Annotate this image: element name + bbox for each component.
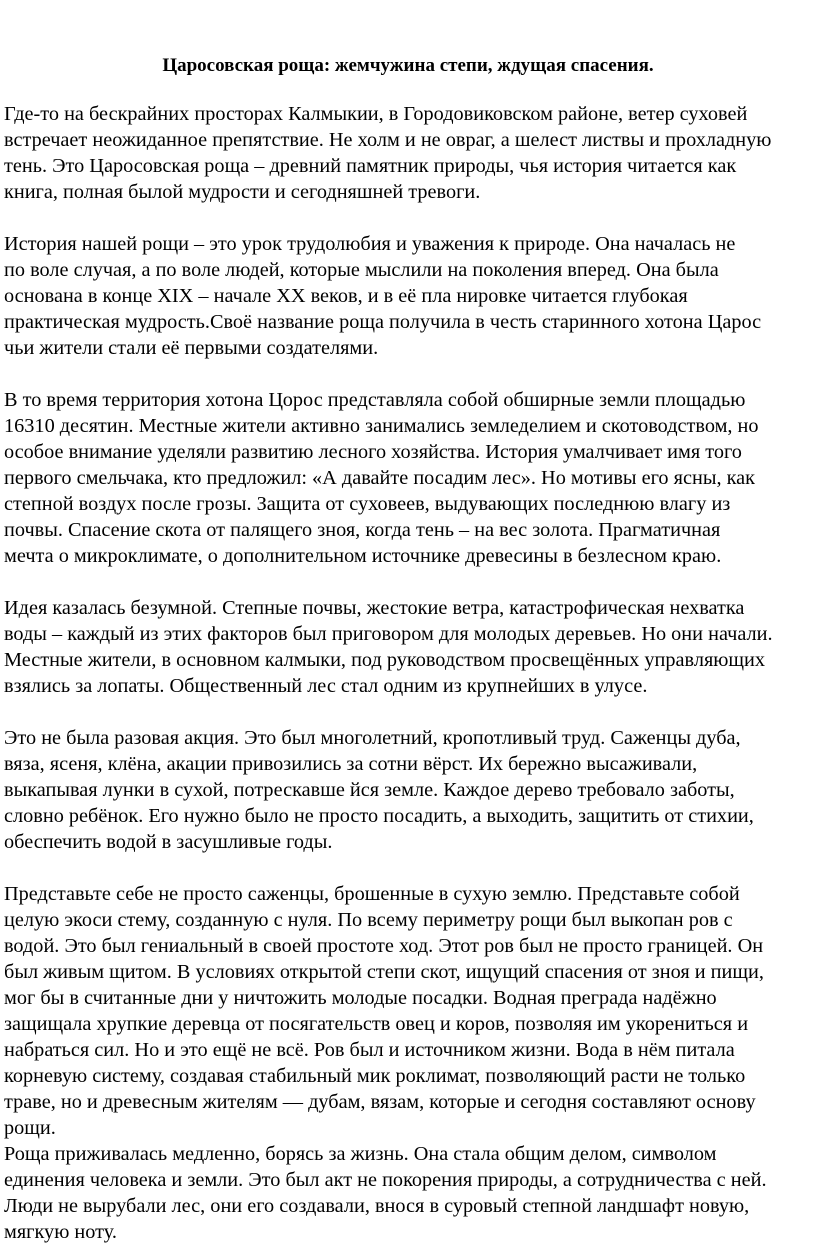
text-line: траве, но и древесным жителям — дубам, вязам, которые и сегодня составляют основу [4,1091,756,1113]
document-title: Царосовская роща: жемчужина степи, ждущая спасения. [162,55,654,76]
text-line: мог бы в считанные дни у ничтожить молодые посадки. Водная преграда надёжно [4,987,717,1009]
text-line: Местные жители, в основном калмыки, под руководством просвещённых управляющих [4,649,766,671]
text-line: Представьте себе не просто саженцы, брошенные в сухую землю. Представьте собой [4,883,740,905]
text-line: набраться сил. Но и это ещё не всё. Ров был и источником жизни. Вода в нём питала [4,1039,735,1061]
text-line: вяза, ясеня, клёна, акации привозились за сотни вёрст. Их бережно высаживали, [4,753,698,775]
text-line: обеспечить водой в засушливые годы. [4,831,333,853]
text-line: чьи жители стали её первыми создателями. [4,337,379,359]
text-line: был живым щитом. В условиях открытой степи скот, ищущий спасения от зноя и пищи, [4,961,764,983]
text-line: единения человека и земли. Это был акт не покорения природы, а сотрудничества с ней. [4,1169,767,1191]
text-line: История нашей рощи – это урок трудолюбия и уважения к природе. Она началась не [4,233,736,255]
text-line: целую экоси стему, созданную с нуля. По всему периметру рощи был выкопан ров с [4,909,733,931]
text-line: словно ребёнок. Его нужно было не просто посадить, а выходить, защитить от стихии, [4,805,754,827]
text-line: воды – каждый из этих факторов был приговором для молодых деревьев. Но они начали. [4,623,773,645]
text-line: встречает неожиданное препятствие. Не холм и не овраг, а шелест листвы и прохладную [4,129,772,151]
text-line: степной воздух после грозы. Защита от суховеев, выдувающих последнюю влагу из [4,493,731,515]
text-line: Идея казалась безумной. Степные почвы, жестокие ветра, катастрофическая нехватка [4,597,745,619]
text-line: Где-то на бескрайних просторах Калмыкии, в Городовиковском районе, ветер суховей [4,103,748,125]
text-line: Роща приживалась медленно, борясь за жизнь. Она стала общим делом, символом [4,1143,717,1165]
text-line: практическая мудрость.Своё название роща получила в честь старинного хотона Царос [4,311,762,333]
text-line: основана в конце XIX – начале XX веков, и в её пла нировке читается глубокая [4,285,688,307]
text-line: водой. Это был гениальный в своей простоте ход. Этот ров был не просто границей. Он [4,935,764,957]
text-line: мягкую ноту. [4,1221,117,1243]
text-line: Это не была разовая акция. Это был многолетний, кропотливый труд. Саженцы дуба, [4,727,741,749]
text-line: корневую систему, создавая стабильный мик роклимат, позволяющий расти не только [4,1065,746,1087]
text-line: книга, полная былой мудрости и сегодняшней тревоги. [4,181,481,203]
text-line: первого смельчака, кто предложил: «А давайте посадим лес». Но мотивы его ясны, как [4,467,755,489]
text-line: рощи. [4,1117,56,1139]
text-line: почвы. Спасение скота от палящего зноя, когда тень – на вес золота. Прагматичная [4,519,721,541]
text-line: взялись за лопаты. Общественный лес стал одним из крупнейших в улусе. [4,675,648,697]
text-line: выкапывая лунки в сухой, потрескавше йся земле. Каждое дерево требовало заботы, [4,779,735,801]
text-line: особое внимание уделяли развитию лесного хозяйства. История умалчивает имя того [4,441,742,463]
text-line: защищала хрупкие деревца от посягательств овец и коров, позволяя им укорениться и [4,1013,749,1035]
text-line: тень. Это Царосовская роща – древний памятник природы, чья история читается как [4,155,737,177]
text-line: мечта о микроклимате, о дополнительном источнике древесины в безлесном краю. [4,545,722,567]
text-line: по воле случая, а по воле людей, которые мыслили на поколения вперед. Она была [4,259,719,281]
text-line: Люди не вырубали лес, они его создавали, внося в суровый степной ландшафт новую, [4,1195,750,1217]
text-line: 16310 десятин. Местные жители активно занимались земледелием и скотоводством, но [4,415,759,437]
text-line: В то время территория хотона Цорос представляла собой обширные земли площадью [4,389,746,411]
